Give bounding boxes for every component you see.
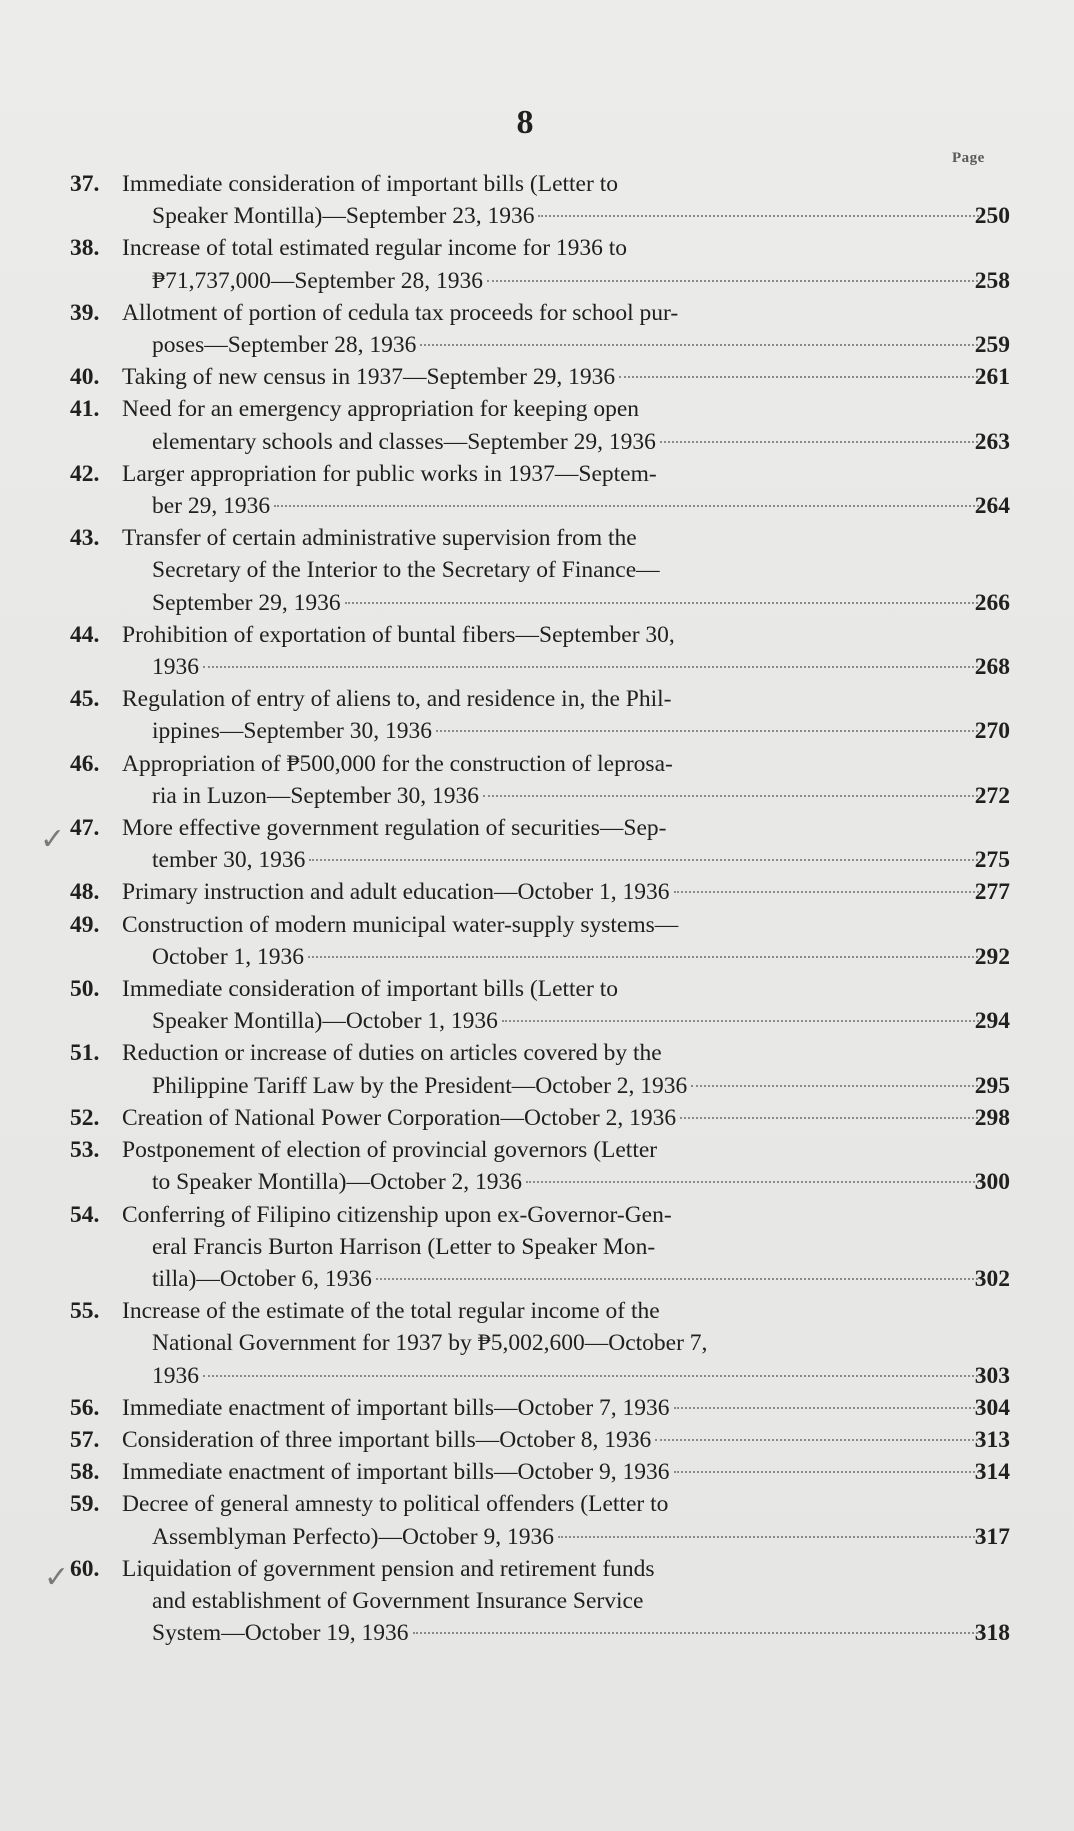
entry-title-text: Conferring of Filipino citizenship upon ex-Governor-Gen- xyxy=(122,1201,672,1228)
entry-page-number: 264 xyxy=(974,493,1010,520)
page-column-label: Page xyxy=(952,150,985,166)
entry-title-line xyxy=(70,1134,990,1166)
toc-entry xyxy=(70,812,1010,876)
entry-title-text: October 1, 1936 xyxy=(152,943,305,970)
entry-title-text: System—October 19, 1936 xyxy=(152,1620,409,1647)
entry-title-line xyxy=(70,844,990,876)
toc-entry xyxy=(70,297,1010,361)
toc-entry xyxy=(70,232,1010,296)
entry-title-text: Construction of modern municipal water-supply systems— xyxy=(122,911,679,938)
entry-page-number: 318 xyxy=(974,1620,1010,1647)
entry-page-number: 259 xyxy=(974,332,1010,359)
entry-title-line xyxy=(70,715,990,747)
entry-number: 47. xyxy=(70,815,100,842)
entry-title-line xyxy=(70,1070,990,1102)
entry-page-number: 250 xyxy=(974,203,1010,230)
entry-title-text: Immediate consideration of important bills (Letter to xyxy=(122,171,618,197)
dot-leader xyxy=(203,666,982,668)
toc-entry xyxy=(70,748,1010,812)
entry-number: 42. xyxy=(70,460,100,487)
entry-number: 51. xyxy=(70,1040,100,1067)
entry-number: 46. xyxy=(70,750,100,777)
toc-entry xyxy=(70,1553,1010,1650)
toc-entry xyxy=(70,393,1010,457)
toc-entry xyxy=(70,168,1010,232)
entry-title-line xyxy=(70,168,990,200)
entry-title-text: Speaker Montilla)—October 1, 1936 xyxy=(152,1008,498,1035)
entry-title-line xyxy=(70,361,990,393)
entry-title-text: ₱71,737,000—September 28, 1936 xyxy=(152,267,483,294)
entry-number: 38. xyxy=(70,235,100,262)
dot-leader xyxy=(420,344,982,346)
table-of-contents xyxy=(70,168,1010,1649)
entry-title-text: Reduction or increase of duties on articles covered by the xyxy=(122,1040,662,1067)
entry-page-number: 314 xyxy=(974,1459,1010,1486)
entry-title-line xyxy=(70,458,990,490)
entry-title-text: Speaker Montilla)—September 23, 1936 xyxy=(152,203,535,230)
entry-number: 45. xyxy=(70,686,100,713)
dot-leader xyxy=(436,730,982,732)
entry-title-line xyxy=(70,329,990,361)
toc-entry xyxy=(70,1134,1010,1198)
entry-title-line xyxy=(70,1585,990,1617)
entry-title-line xyxy=(70,1005,990,1037)
toc-entry xyxy=(70,909,1010,973)
entry-title-line xyxy=(70,909,990,941)
entry-title-line xyxy=(70,265,990,297)
entry-page-number: 275 xyxy=(974,847,1010,874)
entry-page-number: 258 xyxy=(974,267,1010,294)
entry-title-line xyxy=(70,1456,990,1488)
entry-title-text: Consideration of three important bills—October 8, 1936 xyxy=(122,1426,652,1453)
dot-leader xyxy=(660,441,982,443)
entry-number: 50. xyxy=(70,976,100,1003)
toc-entry xyxy=(70,683,1010,747)
dot-leader xyxy=(345,602,982,604)
toc-entry xyxy=(70,619,1010,683)
entry-title-text: ber 29, 1936 xyxy=(152,493,271,520)
entry-title-text: poses—September 28, 1936 xyxy=(152,332,417,359)
entry-title-line xyxy=(70,1102,990,1134)
entry-title-line xyxy=(70,1166,990,1198)
entry-title-text: tember 30, 1936 xyxy=(152,847,306,874)
entry-title-line xyxy=(70,619,990,651)
entry-number: 43. xyxy=(70,525,100,552)
entry-number: 39. xyxy=(70,299,100,326)
entry-page-number: 298 xyxy=(974,1104,1010,1131)
entry-title-text: Immediate consideration of important bills (Letter to xyxy=(122,976,618,1003)
dot-leader xyxy=(526,1181,982,1183)
entry-title-line xyxy=(70,876,990,908)
entry-title-text: 1936 xyxy=(152,1362,199,1389)
entry-number: 54. xyxy=(70,1201,100,1228)
entry-page-number: 294 xyxy=(974,1008,1010,1035)
dot-leader xyxy=(558,1536,982,1538)
entry-title-text: and establishment of Government Insurance Service xyxy=(152,1587,644,1614)
toc-entry xyxy=(70,876,1010,908)
entry-title-text: Secretary of the Interior to the Secretary of Finance— xyxy=(152,557,660,584)
entry-title-text: National Government for 1937 by ₱5,002,600—October 7, xyxy=(152,1330,708,1357)
entry-title-text: September 29, 1936 xyxy=(152,589,341,616)
toc-entry xyxy=(70,973,1010,1037)
entry-title-text: Prohibition of exportation of buntal fibers—September 30, xyxy=(122,621,675,648)
entry-title-text: ippines—September 30, 1936 xyxy=(152,718,433,745)
entry-title-line xyxy=(70,1327,990,1359)
check-mark-icon: ✓ xyxy=(40,822,66,857)
entry-page-number: 295 xyxy=(974,1072,1010,1099)
entry-title-text: elementary schools and classes—September 29, 1936 xyxy=(152,428,656,455)
entry-title-text: to Speaker Montilla)—October 2, 1936 xyxy=(152,1169,523,1196)
entry-page-number: 304 xyxy=(974,1394,1010,1421)
dot-leader xyxy=(674,1407,982,1409)
entry-number: 60. xyxy=(70,1555,100,1582)
entry-title-line xyxy=(70,812,990,844)
entry-number: 44. xyxy=(70,621,100,648)
entry-page-number: 292 xyxy=(974,943,1010,970)
entry-page-number: 303 xyxy=(974,1362,1010,1389)
entry-page-number: 277 xyxy=(974,879,1010,906)
entry-number: 55. xyxy=(70,1298,100,1325)
entry-title-text: Creation of National Power Corporation—October 2, 1936 xyxy=(122,1104,677,1131)
dot-leader xyxy=(655,1439,982,1441)
toc-entry xyxy=(70,1295,1010,1392)
entry-title-line xyxy=(70,941,990,973)
entry-title-text: Increase of the estimate of the total regular income of the xyxy=(122,1298,660,1325)
dot-leader xyxy=(619,376,982,378)
entry-page-number: 300 xyxy=(974,1169,1010,1196)
dot-leader xyxy=(309,859,982,861)
entry-title-line xyxy=(70,683,990,715)
dot-leader xyxy=(680,1117,982,1119)
toc-entry xyxy=(70,361,1010,393)
entry-title-line xyxy=(70,1295,990,1327)
entry-title-line xyxy=(70,554,990,586)
entry-title-line xyxy=(70,748,990,780)
entry-title-line xyxy=(70,1521,990,1553)
toc-entry xyxy=(70,1392,1010,1424)
dot-leader xyxy=(413,1632,982,1634)
dot-leader xyxy=(674,1471,982,1473)
entry-title-line xyxy=(70,780,990,812)
entry-number: 53. xyxy=(70,1137,100,1164)
entry-number: 52. xyxy=(70,1104,100,1131)
entry-title-text: Assemblyman Perfecto)—October 9, 1936 xyxy=(152,1523,555,1550)
entry-title-text: Regulation of entry of aliens to, and residence in, the Phil- xyxy=(122,686,672,713)
dot-leader xyxy=(203,1375,982,1377)
dot-leader xyxy=(308,956,982,958)
entry-title-line xyxy=(70,651,990,683)
dot-leader xyxy=(691,1085,982,1087)
toc-entry xyxy=(70,1199,1010,1296)
entry-title-line xyxy=(70,1617,990,1649)
entry-number: 40. xyxy=(70,364,100,391)
dot-leader xyxy=(483,795,982,797)
entry-title-line xyxy=(70,232,990,264)
entry-title-text: tilla)—October 6, 1936 xyxy=(152,1265,372,1292)
entry-page-number: 263 xyxy=(974,428,1010,455)
entry-title-text: Immediate enactment of important bills—October 9, 1936 xyxy=(122,1459,670,1486)
entry-page-number: 266 xyxy=(974,589,1010,616)
entry-number: 48. xyxy=(70,879,100,906)
toc-entry xyxy=(70,1488,1010,1552)
entry-title-line xyxy=(70,200,990,232)
entry-title-line xyxy=(70,1263,990,1295)
entry-title-line xyxy=(70,587,990,619)
entry-number: 58. xyxy=(70,1459,100,1486)
dot-leader xyxy=(538,215,982,217)
entry-title-text: Increase of total estimated regular income for 1936 to xyxy=(122,235,628,262)
entry-title-text: Decree of general amnesty to political offenders (Letter to xyxy=(122,1491,669,1518)
entry-title-line xyxy=(70,297,990,329)
toc-entry xyxy=(70,522,1010,619)
entry-title-line xyxy=(70,393,990,425)
entry-title-line xyxy=(70,1488,990,1520)
entry-page-number: 317 xyxy=(974,1523,1010,1550)
entry-title-line xyxy=(70,1037,990,1069)
toc-entry xyxy=(70,1102,1010,1134)
entry-title-line xyxy=(70,1424,990,1456)
entry-title-text: Need for an emergency appropriation for keeping open xyxy=(122,396,640,423)
entry-page-number: 270 xyxy=(974,718,1010,745)
entry-title-line xyxy=(70,1553,990,1585)
entry-title-text: Larger appropriation for public works in 1937—Septem- xyxy=(122,460,657,487)
entry-number: 49. xyxy=(70,911,100,938)
toc-entry xyxy=(70,1456,1010,1488)
entry-title-text: Philippine Tariff Law by the President—October 2, 1936 xyxy=(152,1072,688,1099)
entry-title-line xyxy=(70,1199,990,1231)
dot-leader xyxy=(376,1278,982,1280)
entry-page-number: 272 xyxy=(974,782,1010,809)
entry-title-line xyxy=(70,522,990,554)
entry-number: 56. xyxy=(70,1394,100,1421)
entry-number: 57. xyxy=(70,1426,100,1453)
entry-title-text: Taking of new census in 1937—September 29, 1936 xyxy=(122,364,616,391)
entry-title-line xyxy=(70,426,990,458)
entry-title-line xyxy=(70,1392,990,1424)
entry-title-text: Liquidation of government pension and retirement funds xyxy=(122,1555,655,1582)
entry-title-line xyxy=(70,1360,990,1392)
toc-entry xyxy=(70,1424,1010,1456)
entry-title-text: More effective government regulation of securities—Sep- xyxy=(122,815,667,842)
entry-page-number: 313 xyxy=(974,1426,1010,1453)
entry-page-number: 261 xyxy=(974,364,1010,391)
entry-title-text: Primary instruction and adult education—October 1, 1936 xyxy=(122,879,670,906)
toc-entry xyxy=(70,1037,1010,1101)
dot-leader xyxy=(502,1020,982,1022)
check-mark-icon: ✓ xyxy=(44,1560,70,1595)
entry-number: 59. xyxy=(70,1491,100,1518)
entry-title-line xyxy=(70,973,990,1005)
toc-entry xyxy=(70,458,1010,522)
entry-title-text: Appropriation of ₱500,000 for the construction of leprosa- xyxy=(122,750,673,777)
entry-number: 37. xyxy=(70,171,100,197)
page-number: 8 xyxy=(516,104,534,141)
entry-page-number: 302 xyxy=(974,1265,1010,1292)
entry-title-text: ria in Luzon—September 30, 1936 xyxy=(152,782,479,809)
entry-title-text: Immediate enactment of important bills—October 7, 1936 xyxy=(122,1394,670,1421)
entry-title-line xyxy=(70,1231,990,1263)
entry-title-text: Allotment of portion of cedula tax proceeds for school pur- xyxy=(122,299,679,326)
dot-leader xyxy=(487,280,982,282)
dot-leader xyxy=(274,505,982,507)
entry-page-number: 268 xyxy=(974,654,1010,681)
entry-title-text: eral Francis Burton Harrison (Letter to Speaker Mon- xyxy=(152,1233,656,1260)
entry-title-line xyxy=(70,490,990,522)
entry-title-text: Postponement of election of provincial governors (Letter xyxy=(122,1137,658,1164)
entry-title-text: 1936 xyxy=(152,654,199,681)
dot-leader xyxy=(674,891,982,893)
entry-number: 41. xyxy=(70,396,100,423)
entry-title-text: Transfer of certain administrative supervision from the xyxy=(122,525,637,552)
